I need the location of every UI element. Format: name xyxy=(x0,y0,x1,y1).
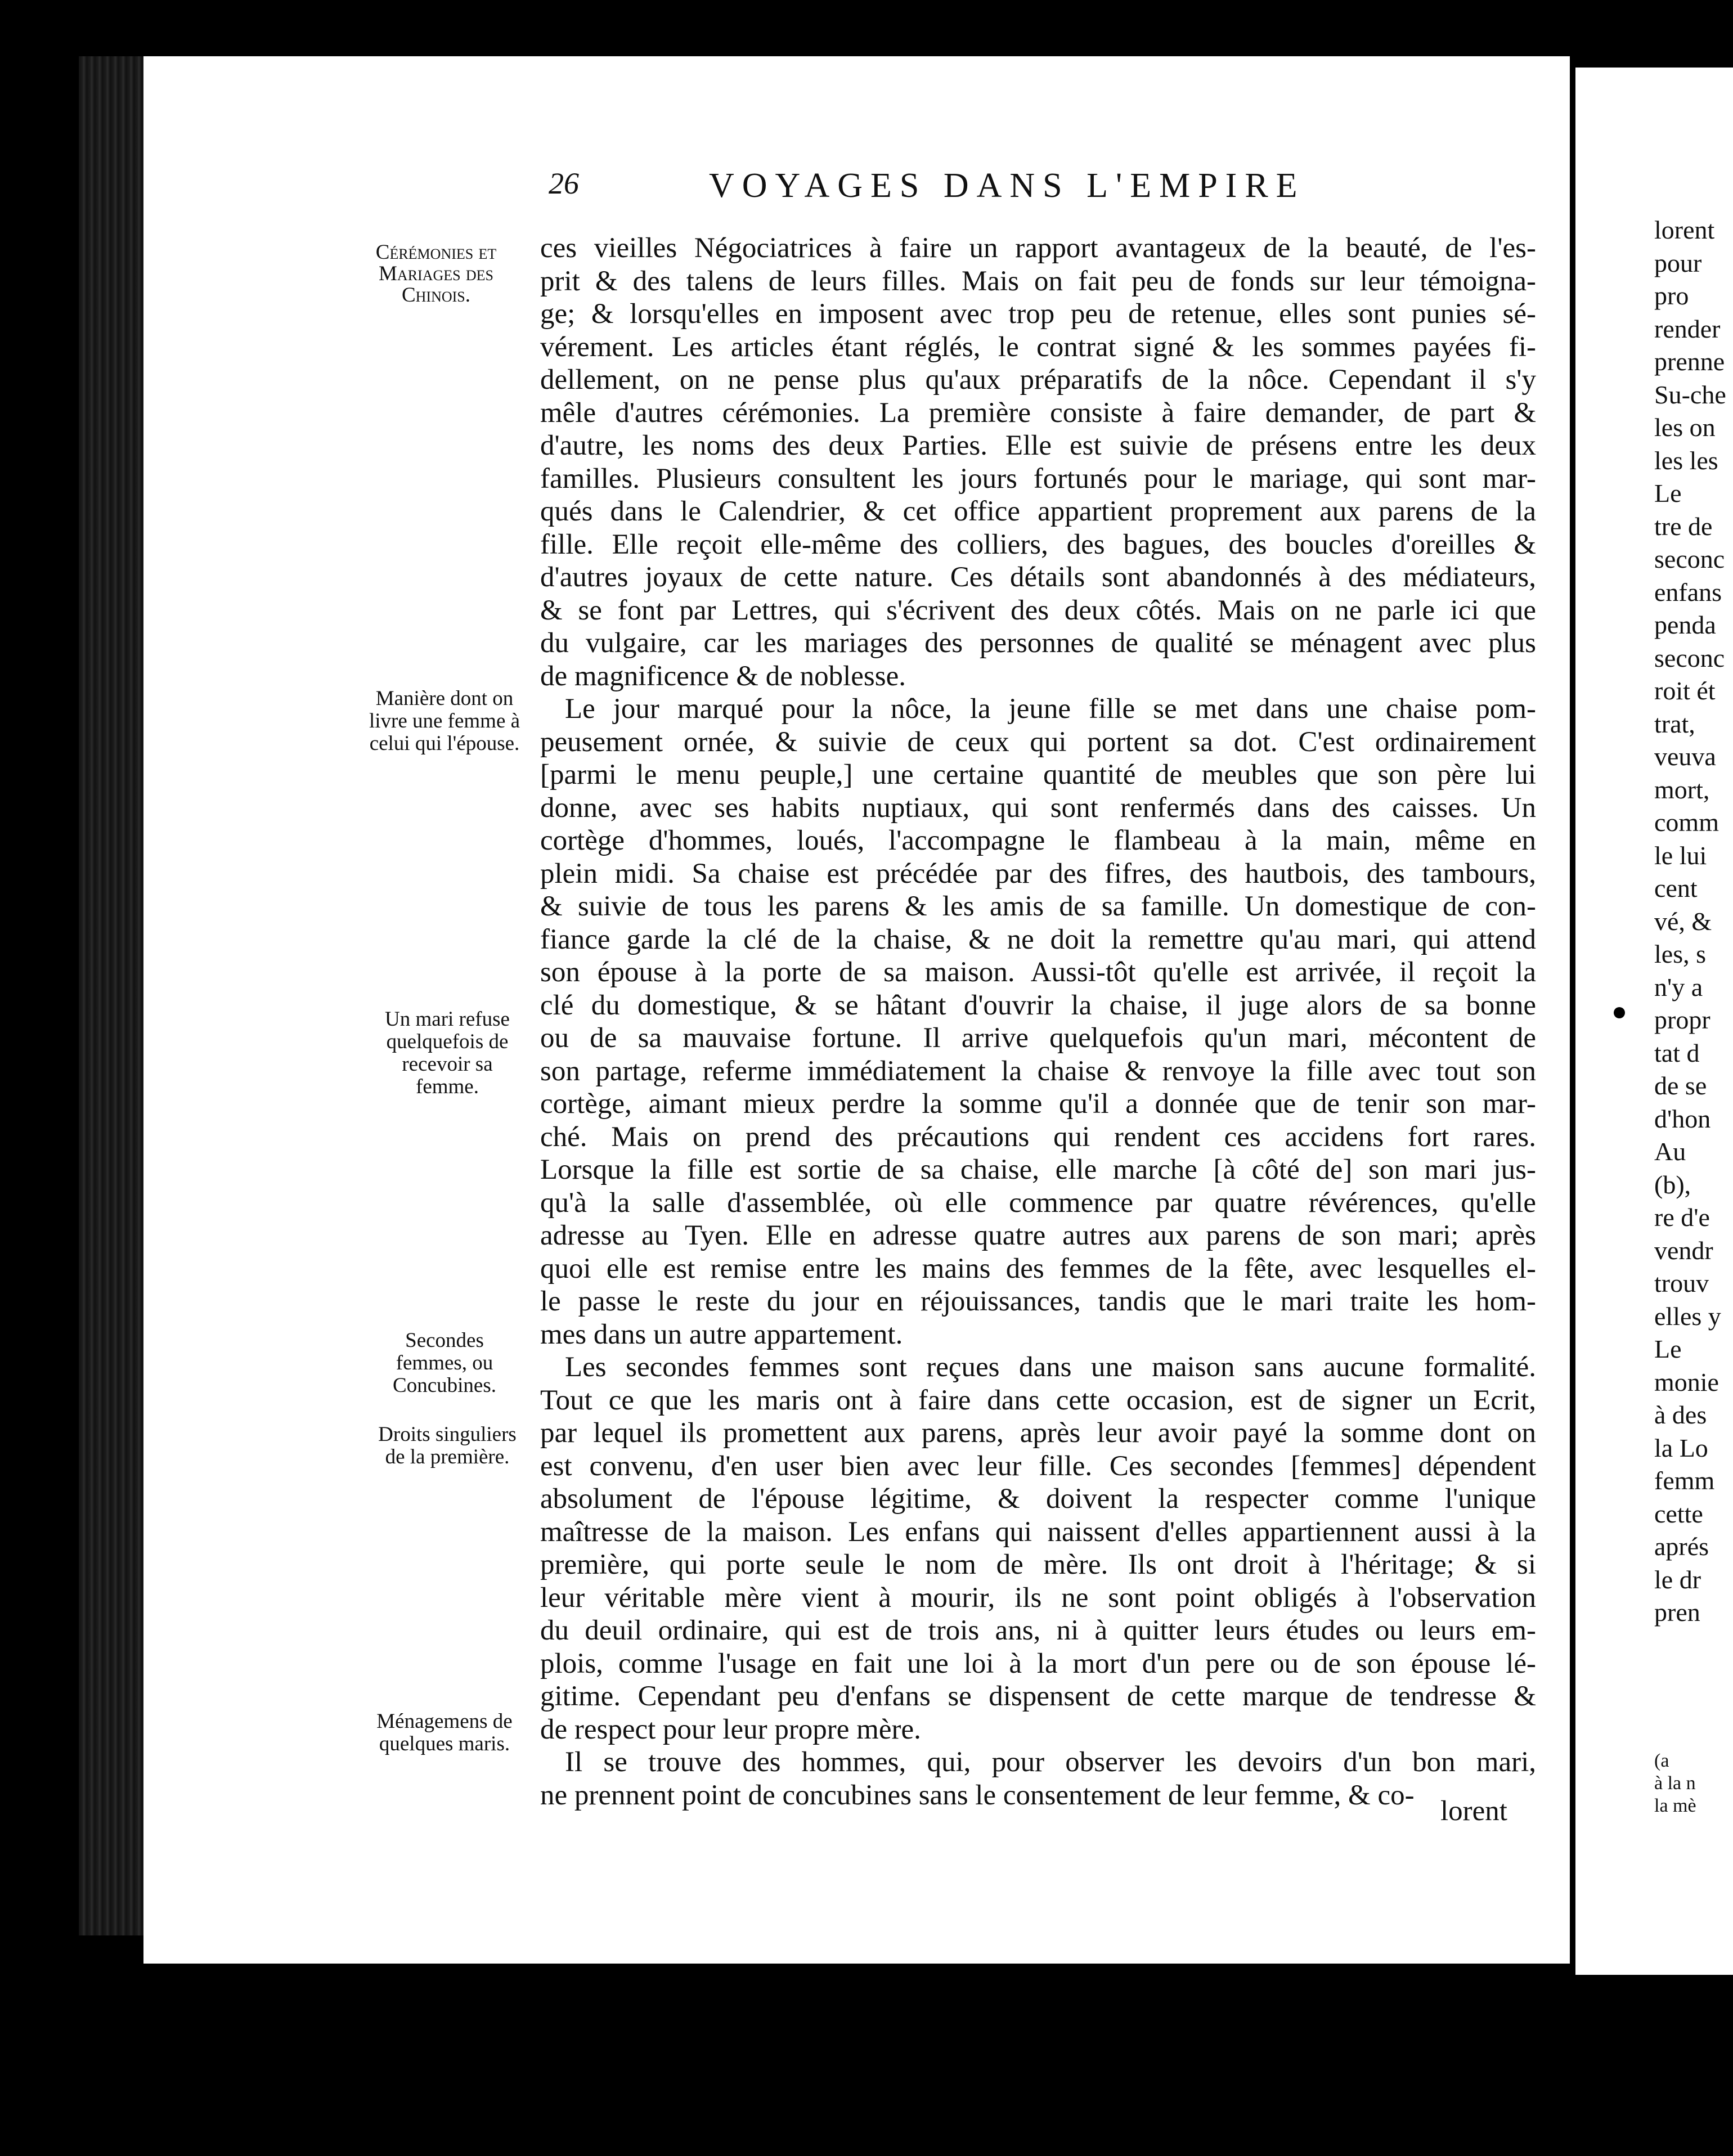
text-line: Tout ce que les maris ont à faire dans cette occasion, est de signer un Ecrit, xyxy=(540,1384,1536,1416)
text-line: plois, comme l'usage en fait une loi à la mort d'un pere ou de son épouse lé- xyxy=(540,1647,1536,1679)
book-spine xyxy=(79,56,146,1935)
text-line: peusement ornée, & suivie de ceux qui portent sa dot. C'est ordinairement xyxy=(540,726,1536,758)
next-page-fragment: penda xyxy=(1654,610,1716,639)
next-page-fragment: le lui xyxy=(1654,841,1707,870)
text-line: fiance garde la clé de la chaise, & ne doit la remettre qu'au mari, qui attend xyxy=(540,923,1536,955)
text-line: son épouse à la porte de sa maison. Aussi-tôt qu'elle est arrivée, il reçoit la xyxy=(540,956,1536,988)
next-page-fragment: seconc xyxy=(1654,643,1725,672)
next-page-fragment: trat, xyxy=(1654,709,1695,738)
next-page-fragment: Le xyxy=(1654,479,1682,507)
next-page-fragment: de se xyxy=(1654,1071,1707,1100)
text-line: qu'à la salle d'assemblée, où elle commence par quatre révérences, qu'elle xyxy=(540,1187,1536,1219)
text-line: ché. Mais on prend des précautions qui rendent ces accidens fort rares. xyxy=(540,1121,1536,1153)
text-line: par lequel ils promettent aux parens, après leur avoir payé la somme dont on xyxy=(540,1417,1536,1449)
next-page-fragment: Su-che xyxy=(1654,380,1726,409)
next-page-fragment: mort, xyxy=(1654,775,1710,804)
next-page-fragment: enfans xyxy=(1654,577,1722,607)
next-page-footnote-line: (a xyxy=(1654,1750,1669,1771)
page-number: 26 xyxy=(549,167,579,200)
text-line: son partage, referme immédiatement la chaise & renvoye la fille avec tout son xyxy=(540,1055,1536,1087)
next-page-fragment: roit ét xyxy=(1654,676,1716,705)
next-page-fragment: comm xyxy=(1654,808,1719,837)
text-line: d'autres joyaux de cette nature. Ces détails sont abandonnés à des médiateurs, xyxy=(540,562,1536,593)
running-title: VOYAGES DANS L'EMPIRE xyxy=(709,167,1305,205)
text-line: vérement. Les articles étant réglés, le contrat signé & les sommes payées fi- xyxy=(540,331,1536,363)
next-page-fragment: à des xyxy=(1654,1400,1707,1429)
text-line: & suivie de tous les parens & les amis de sa famille. Un domestique de con- xyxy=(540,891,1536,922)
page-header xyxy=(549,166,1381,211)
next-page-fragment: les, s xyxy=(1654,940,1706,968)
text-line: dellement, on ne pense plus qu'aux préparatifs de la nôce. Cependant il s'y xyxy=(540,364,1536,396)
next-page-fragment: elles y xyxy=(1654,1301,1721,1331)
text-line: cortège d'hommes, loués, l'accompagne le flambeau à la main, même en xyxy=(540,825,1536,856)
text-line: Lorsque la fille est sortie de sa chaise, elle marche [à côté de] son mari jus- xyxy=(540,1154,1536,1185)
text-line: d'autre, les noms des deux Parties. Elle est suivie de présens entre les deux xyxy=(540,430,1536,461)
text-line: première, qui porte seule le nom de mère. Ils ont droit à l'héritage; & si xyxy=(540,1549,1536,1580)
next-page-fragment: les les xyxy=(1654,446,1718,475)
next-page-footnote xyxy=(1654,1750,1696,1817)
text-line: prit & des talens de leurs filles. Mais on fait peu de fonds sur leur témoigna- xyxy=(540,265,1536,297)
next-page-fragment: femm xyxy=(1654,1466,1715,1495)
text-line: absolument de l'épouse légitime, & doivent la respecter comme l'unique xyxy=(540,1483,1536,1515)
next-page-fragment: prenne xyxy=(1654,347,1725,376)
next-page-fragment: Le xyxy=(1654,1335,1682,1363)
text-line: quoi elle est remise entre les mains des femmes de la fête, avec lesquelles el- xyxy=(540,1252,1536,1284)
text-line: du deuil ordinaire, qui est de trois ans, ni à quitter leurs études ou leurs em- xyxy=(540,1615,1536,1646)
next-page-fragment: lorent xyxy=(1654,215,1715,244)
text-line: gitime. Cependant peu d'enfans se dispensent de cette marque de tendresse & xyxy=(540,1681,1536,1712)
text-line: du vulgaire, car les mariages des personnes de qualité se ménagent avec plus xyxy=(540,627,1536,659)
next-page-fragment: cette xyxy=(1654,1499,1703,1528)
next-page-fragment: la Lo xyxy=(1654,1433,1708,1462)
page-mark xyxy=(1614,1007,1625,1018)
text-line: Il se trouve des hommes, qui, pour observer les devoirs d'un bon mari, xyxy=(565,1746,1536,1778)
text-line: Les secondes femmes sont reçues dans une maison sans aucune formalité. xyxy=(565,1351,1536,1383)
next-page-footnote-line: la mè xyxy=(1654,1795,1696,1816)
next-page-fragment: n'y a xyxy=(1654,972,1703,1001)
next-page-fragment: d'hon xyxy=(1654,1104,1711,1133)
text-line: cortège, aimant mieux perdre la somme qu'il a donnée que de tenir son mar- xyxy=(540,1088,1536,1120)
margin-note-concubines: Secondes femmes, ou Concubines. xyxy=(393,1329,496,1397)
text-line: fille. Elle reçoit elle-même des colliers, des bagues, des boucles d'oreilles & xyxy=(540,528,1536,560)
catchword: lorent xyxy=(1440,1795,1507,1827)
next-page-fragment: cent xyxy=(1654,874,1698,902)
text-line: maîtresse de la maison. Les enfans qui naissent d'elles appartiennent aussi à la xyxy=(540,1516,1536,1548)
next-page-fragment: seconc xyxy=(1654,545,1725,573)
margin-note-husbands: Ménagemens de quelques maris. xyxy=(376,1710,513,1755)
text-line: mêle d'autres cérémonies. La première consiste à faire demander, de part & xyxy=(540,397,1536,429)
text-line: est convenu, d'en user bien avec leur fille. Ces secondes [femmes] dépendent xyxy=(540,1450,1536,1482)
text-line: plein midi. Sa chaise est précédée par des fifres, des hautbois, des tambours, xyxy=(540,857,1536,890)
margin-note-delivery: Manière dont on livre une femme à celui qui l'épouse. xyxy=(369,687,520,755)
next-page-fragment: tat d xyxy=(1654,1038,1700,1067)
next-page-fragment: re d'e xyxy=(1654,1203,1710,1232)
text-line: le passe le reste du jour en réjouissances, tandis que le mari traite les hom- xyxy=(540,1286,1536,1317)
next-page-fragment: pro xyxy=(1654,281,1689,310)
text-line: de respect pour leur propre mère. xyxy=(540,1713,921,1745)
next-page-fragment: monie xyxy=(1654,1367,1719,1396)
next-page-fragment: aprés xyxy=(1654,1532,1709,1561)
next-page-fragment: pour xyxy=(1654,248,1702,277)
next-page-fragment: (b), xyxy=(1654,1170,1691,1199)
margin-note-ceremonies: Cérémonies et Mariages des Chinois. xyxy=(375,241,497,307)
next-page-fragment: les on xyxy=(1654,413,1716,442)
next-page-fragment: propr xyxy=(1654,1005,1710,1034)
text-line: & se font par Lettres, qui s'écrivent des deux côtés. Mais on ne parle ici que xyxy=(540,594,1536,626)
text-line: leur véritable mère vient à mourir, ils ne sont point obligés à l'observation xyxy=(540,1582,1536,1614)
next-page-text xyxy=(1654,214,1726,1629)
margin-note-rights: Droits singuliers de la première. xyxy=(378,1423,517,1468)
text-line: clé du domestique, & se hâtant d'ouvrir la chaise, il juge alors de sa bonne xyxy=(540,989,1536,1021)
text-line: ne prennent point de concubines sans le consentement de leur femme, & co- xyxy=(540,1779,1415,1811)
next-page-fragment: render xyxy=(1654,314,1721,343)
text-line: qués dans le Calendrier, & cet office appartient proprement aux parens de la xyxy=(540,496,1536,527)
next-page-fragment: pren xyxy=(1654,1598,1700,1627)
body-text xyxy=(540,232,1536,1812)
next-page-footnote-line: à la n xyxy=(1654,1773,1696,1794)
next-page-fragment: trouv xyxy=(1654,1269,1709,1297)
margin-note-refusal: Un mari refuse quelquefois de recevoir sa femme. xyxy=(385,1008,510,1098)
text-line: mes dans un autre appartement. xyxy=(540,1318,903,1350)
text-line: donne, avec ses habits nuptiaux, qui sont renfermés dans des caisses. Un xyxy=(540,792,1536,824)
next-page-fragment: vé, & xyxy=(1654,906,1712,936)
next-page-fragment: veuva xyxy=(1654,742,1716,771)
text-line: adresse au Tyen. Elle en adresse quatre autres aux parens de son mari; après xyxy=(540,1220,1536,1251)
text-line: familles. Plusieurs consultent les jours fortunés pour le mariage, qui sont mar- xyxy=(540,462,1536,495)
text-line: ou de sa mauvaise fortune. Il arrive quelquefois qu'un mari, mécontent de xyxy=(540,1022,1536,1054)
text-line: [parmi le menu peuple,] une certaine quantité de meubles que son père lui xyxy=(540,759,1536,790)
text-line: de magnificence & de noblesse. xyxy=(540,660,906,692)
text-line: ge; & lorsqu'elles en imposent avec trop peu de retenue, elles sont punies sé- xyxy=(540,298,1536,330)
next-page-fragment: le dr xyxy=(1654,1565,1701,1594)
text-line: Le jour marqué pour la nôce, la jeune fille se met dans une chaise pom- xyxy=(565,693,1536,725)
next-page-fragment: tre de xyxy=(1654,511,1713,541)
next-page-edge xyxy=(1575,68,1733,1975)
text-line: ces vieilles Négociatrices à faire un rapport avantageux de la beauté, de l'es- xyxy=(540,232,1536,264)
next-page-fragment: vendr xyxy=(1654,1236,1713,1265)
next-page-fragment: Au xyxy=(1654,1137,1686,1166)
